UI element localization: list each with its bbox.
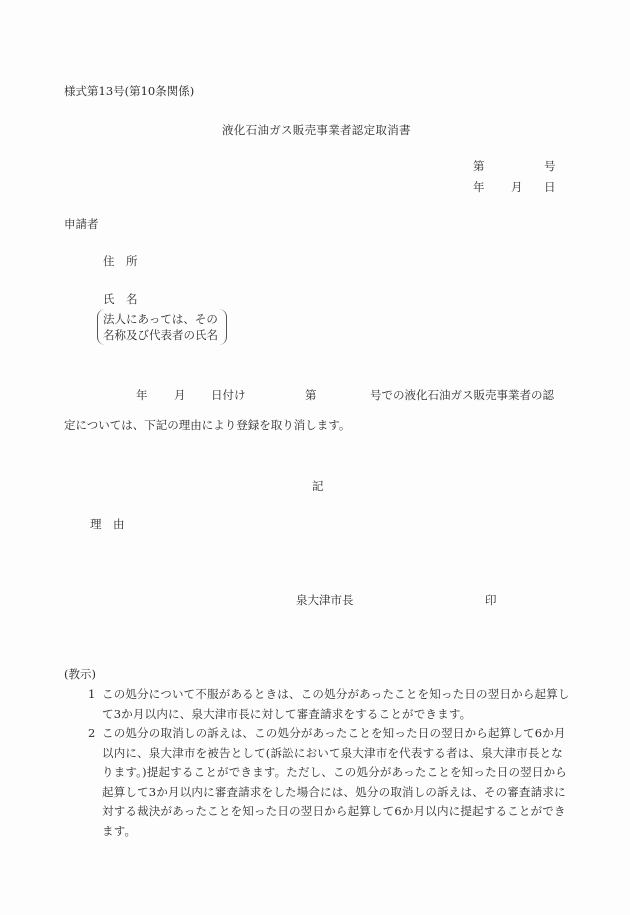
date-day-label: 日: [544, 180, 556, 194]
body-rest: 号での液化石油ガス販売事業者の認: [370, 388, 554, 402]
body-text-line-2: 定については、下記の理由により登録を取り消します。: [64, 418, 351, 432]
issuer-name: 泉大津市長: [296, 593, 354, 607]
notice-item-text: この処分の取消しの訴えは、この処分があったことを知った日の翌日から起算して6か月以内に、泉大津市を被告として(訴訟において泉大津市を代表する者は、泉大津市長となります。)提起することができます。ただし、この処分があったことを知った日の翌日から起算して3か月以内に審査請求をした場合には、処分の取消しの訴えは、その審査請求に対する裁決があったことを知った日の翌日から起算して6か月以内に提起することができます。: [102, 726, 567, 838]
notice-heading: (教示): [64, 667, 96, 681]
address-label: 住 所: [103, 254, 138, 268]
notice-item-number: 2: [88, 726, 96, 740]
body-dai: 第: [305, 388, 317, 402]
reason-label: 理 由: [90, 517, 125, 531]
form-number: 様式第13号(第10条関係): [64, 84, 195, 98]
date-month-label: 月: [511, 180, 523, 194]
doc-number-suffix: 号: [544, 159, 556, 173]
notice-item: [88, 685, 572, 724]
notice-item-number: 1: [88, 687, 96, 701]
ki-heading: 記: [312, 479, 324, 493]
applicant-label: 申請者: [64, 217, 99, 231]
notice-item-text: この処分について不服があるときは、この処分があったことを知った日の翌日から起算して3か月以内に、泉大津市長に対して審査請求をすることができます。: [102, 687, 570, 721]
body-year: 年: [136, 388, 148, 402]
corporate-note-line: 法人にあっては、その: [103, 312, 218, 326]
doc-number-prefix: 第: [473, 159, 485, 173]
body-dated: 日付け: [211, 388, 246, 402]
seal-mark: 印: [485, 593, 497, 607]
name-label: 氏 名: [103, 292, 138, 306]
corporate-name-note: [97, 309, 227, 345]
notice-item: [88, 724, 572, 841]
date-year-label: 年: [473, 180, 485, 194]
document-title: 液化石油ガス販売事業者認定取消書: [222, 123, 411, 137]
body-month: 月: [174, 388, 186, 402]
corporate-note-line: 名称及び代表者の氏名: [103, 328, 218, 342]
